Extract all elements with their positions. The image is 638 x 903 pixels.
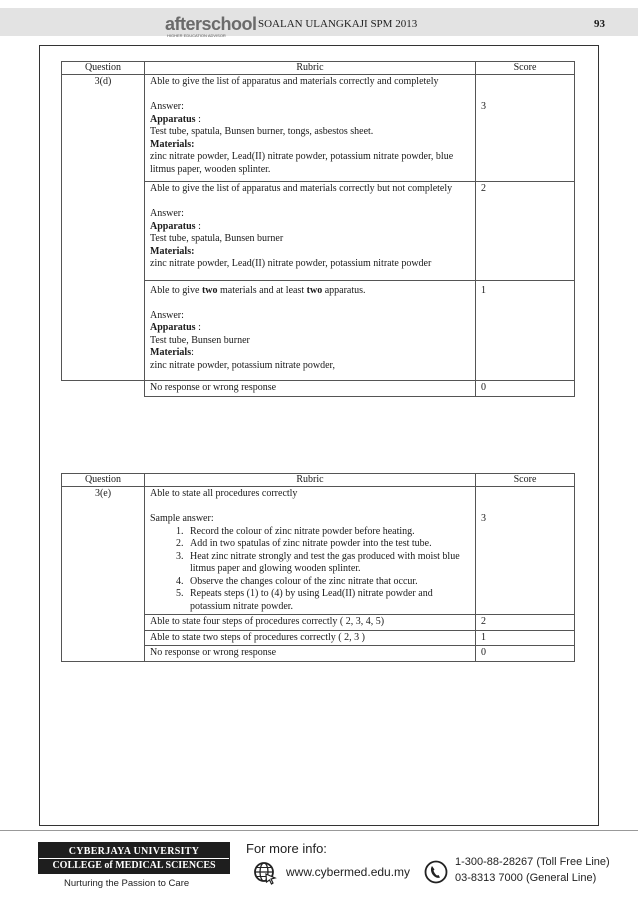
- score-value: 0: [476, 646, 575, 662]
- answer-label: Answer:: [150, 309, 184, 321]
- score-value: 0: [476, 381, 575, 397]
- score-value: 3: [481, 513, 486, 524]
- header-title: SOALAN ULANGKAJI SPM 2013: [258, 18, 418, 30]
- score-header: Score: [476, 474, 575, 487]
- score-value: 2: [481, 183, 486, 194]
- tagline: Nurturing the Passion to Care: [64, 878, 190, 889]
- apparatus-line: [150, 221, 470, 234]
- logo-subtitle: HIGHER EDUCATION ADVISOR: [167, 33, 226, 38]
- footer-divider: [0, 830, 638, 831]
- materials-line: [150, 139, 470, 152]
- rubric-cell: Able to state two steps of procedures correctly ( 2, 3 ): [145, 630, 476, 646]
- materials-label: Materials: [150, 347, 192, 358]
- rubric-cell: [145, 280, 476, 381]
- website-link[interactable]: www.cybermed.edu.my: [286, 865, 411, 879]
- rubric-cell: No response or wrong response: [145, 646, 476, 662]
- rubric-cell: Able to state four steps of procedures correctly ( 2, 3, 4, 5): [145, 615, 476, 631]
- score-cell: [476, 182, 575, 281]
- apparatus-text: Test tube, Bunsen burner: [150, 334, 250, 346]
- sample-label: Sample answer:: [150, 513, 214, 524]
- apparatus-colon: :: [195, 322, 201, 333]
- rubric-table-3d: [61, 61, 575, 397]
- score-value: 2: [476, 615, 575, 631]
- apparatus-label: Apparatus: [150, 113, 196, 125]
- phone-general: 03-8313 7000 (General Line): [455, 872, 597, 884]
- criterion-text: [150, 285, 470, 298]
- criterion-part: materials and at least: [217, 284, 307, 296]
- table-row: [62, 75, 575, 182]
- page-footer: [0, 830, 638, 903]
- afterschool-logo: afterschool: [165, 14, 257, 34]
- criterion-text: Able to give the list of apparatus and materials correctly and completely: [150, 76, 439, 87]
- criterion-bold: two: [201, 284, 218, 296]
- score-cell: [476, 280, 575, 381]
- materials-text: zinc nitrate powder, Lead(II) nitrate powder, potassium nitrate powder: [150, 258, 432, 269]
- rubric-header: Rubric: [145, 474, 476, 487]
- criterion-part: Able to give: [150, 284, 202, 296]
- question-cell: 3(d): [62, 75, 145, 381]
- score-value: 3: [481, 101, 486, 112]
- more-info-label: For more info:: [246, 841, 327, 856]
- phone-icon: [424, 860, 448, 884]
- materials-label: Materials:: [150, 245, 195, 257]
- page-header: [0, 0, 638, 44]
- apparatus-text: Test tube, spatula, Bunsen burner, tongs, asbestos sheet.: [150, 126, 374, 137]
- list-item: 5. Repeats steps (1) to (4) by using Lead(II) nitrate powder and potassium nitrate powder.: [186, 588, 470, 613]
- list-item: 1. Record the colour of zinc nitrate powder before heating.: [186, 526, 470, 539]
- rubric-cell: [145, 487, 476, 615]
- apparatus-text: Test tube, spatula, Bunsen burner: [150, 233, 284, 244]
- apparatus-colon: :: [195, 113, 201, 125]
- rubric-header: Rubric: [145, 62, 476, 75]
- question-header: Question: [62, 62, 145, 75]
- rubric-cell: [145, 75, 476, 182]
- score-header: Score: [476, 62, 575, 75]
- table-row: [62, 381, 575, 397]
- criterion-bold: two: [306, 284, 323, 296]
- question-cell: 3(e): [62, 487, 145, 662]
- procedure-list: [150, 526, 470, 614]
- list-item: 2. Add in two spatulas of zinc nitrate powder into the test tube.: [186, 538, 470, 551]
- score-cell: [476, 75, 575, 182]
- rubric-table-3e: [61, 473, 575, 662]
- apparatus-line: [150, 114, 470, 127]
- table-row: [62, 487, 575, 615]
- apparatus-label: Apparatus: [150, 322, 196, 333]
- answer-label: Answer:: [150, 101, 184, 112]
- rubric-cell: [145, 182, 476, 281]
- question-header: Question: [62, 474, 145, 487]
- university-line1: CYBERJAYA UNIVERSITY: [68, 846, 200, 857]
- list-item: 4. Observe the changes colour of the zinc nitrate that occur.: [186, 576, 470, 589]
- university-logo: [38, 842, 230, 874]
- materials-text: zinc nitrate powder, Lead(II) nitrate powder, potassium nitrate powder, blue litmus paper, wooden splinter.: [150, 151, 454, 175]
- page-number: 93: [594, 18, 605, 30]
- score-value: 1: [476, 630, 575, 646]
- score-cell: [476, 487, 575, 615]
- university-line2: COLLEGE of MEDICAL SCIENCES: [39, 858, 229, 872]
- table-header-row: [62, 474, 575, 487]
- criterion-part: apparatus.: [322, 284, 366, 296]
- apparatus-label: Apparatus: [150, 220, 196, 232]
- apparatus-line: [150, 322, 470, 335]
- rubric-cell: No response or wrong response: [145, 381, 476, 397]
- list-item: 3. Heat zinc nitrate strongly and test the gas produced with moist blue litmus paper and glowing wooden splinter.: [186, 551, 470, 576]
- table-header-row: [62, 62, 575, 75]
- criterion-text: Able to state all procedures correctly: [150, 488, 298, 499]
- empty-cell: [62, 381, 145, 397]
- phone-toll-free: 1-300-88-28267 (Toll Free Line): [455, 856, 610, 868]
- materials-line: [150, 246, 470, 259]
- score-value: 1: [481, 284, 486, 296]
- materials-line: [150, 347, 470, 360]
- materials-colon: :: [191, 347, 194, 358]
- materials-text: zinc nitrate powder, potassium nitrate powder,: [150, 359, 335, 371]
- answer-label: Answer:: [150, 208, 184, 219]
- apparatus-colon: :: [195, 220, 201, 232]
- materials-label: Materials:: [150, 138, 195, 150]
- globe-cursor-icon: [253, 861, 277, 885]
- criterion-text: Able to give the list of apparatus and materials correctly but not completely: [150, 183, 453, 194]
